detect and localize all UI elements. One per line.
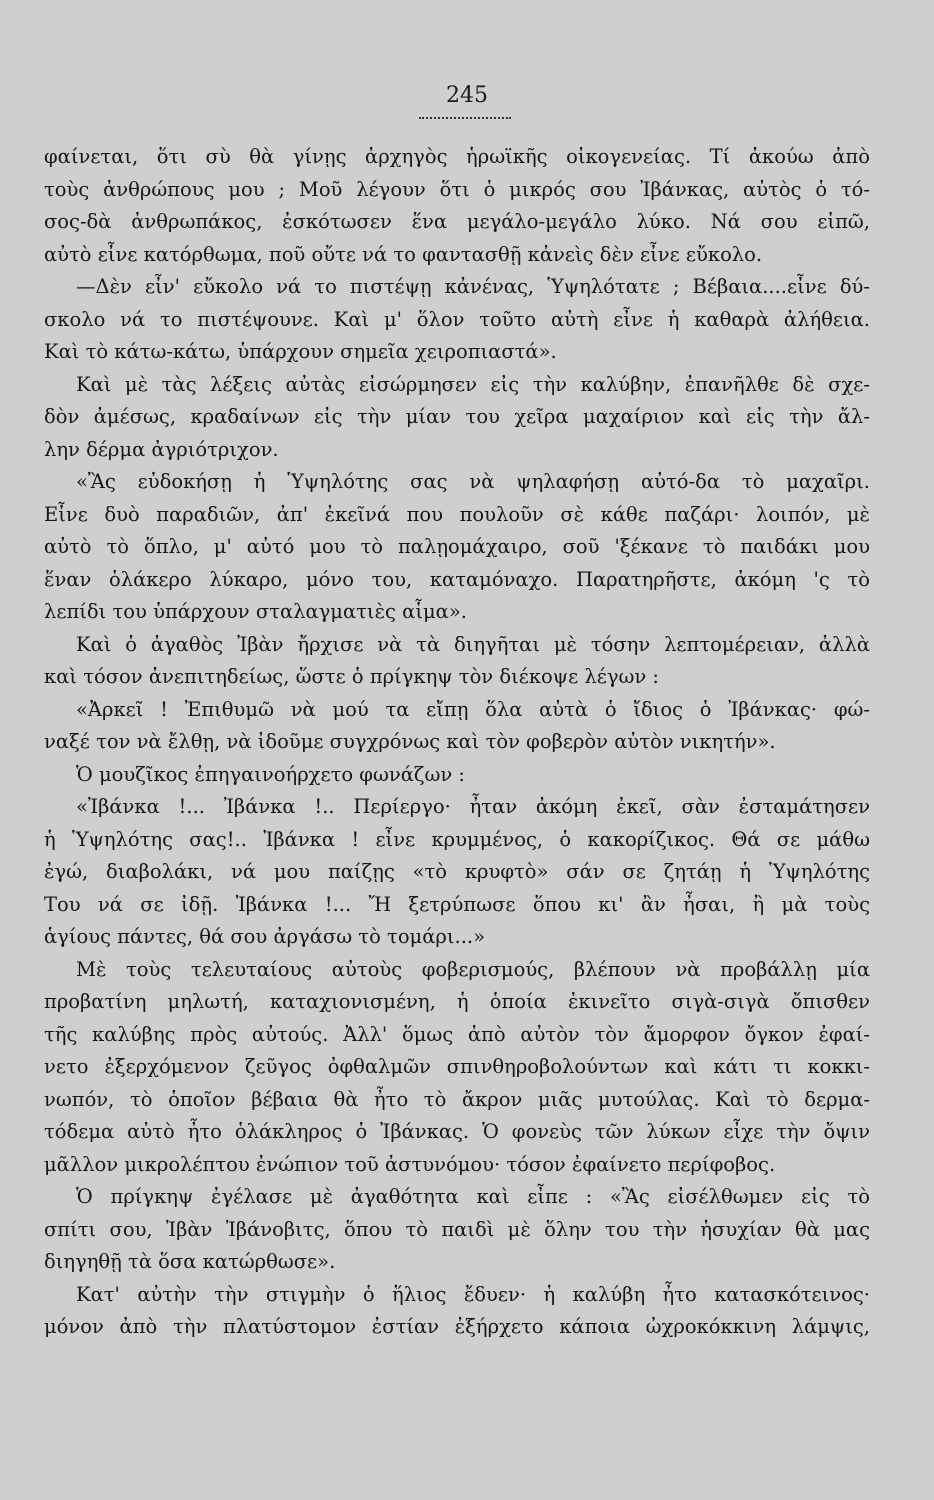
text-line: ναξέ τον νὰ ἔλθῃ, νὰ ἰδοῦμε συγχρόνως καὶ τὸν φοβερὸν αὐτὸν νικητήν». xyxy=(44,730,776,753)
page-number: 245 xyxy=(446,83,488,108)
text-line: σος-δὰ ἀνθρωπάκος, ἐσκότωσεν ἕνα μεγάλο-μεγάλο λύκο. Νά σου εἰπῶ, xyxy=(44,210,870,233)
text-line: φαίνεται, ὅτι σὺ θὰ γίνῃς ἀρχηγὸς ἡρωϊκῆς οἰκογενείας. Τί ἀκούω ἀπὸ xyxy=(44,145,870,168)
text-line: τῆς καλύβης πρὸς αὐτούς. Ἀλλ' ὅμως ἀπὸ αὐτὸν τὸν ἄμορφον ὄγκον ἐφαί- xyxy=(44,1022,870,1046)
text-line: ἐγώ, διαβολάκι, νά μου παίζῃς «τὸ κρυφτὸ» σάν σε ζητάῃ ἡ Ὑψηλότης xyxy=(44,860,870,883)
text-line: καὶ τόσον ἀνεπιτηδείως, ὥστε ὁ πρίγκηψ τὸν διέκοψε λέγων : xyxy=(44,665,660,688)
text-line: Ὁ πρίγκηψ ἐγέλασε μὲ ἀγαθότητα καὶ εἶπε : «Ἂς εἰσέλθωμεν εἰς τὸ xyxy=(76,1185,870,1208)
text-line: Καὶ μὲ τὰς λέξεις αὐτὰς εἰσώρμησεν εἰς τὴν καλύβην, ἐπανῆλθε δὲ σχε- xyxy=(76,372,870,396)
text-line: Ὁ μουζῖκος ἐπηγαινοήρχετο φωνάζων : xyxy=(76,762,465,786)
text-line: αὐτὸ τὸ ὅπλο, μ' αὐτό μου τὸ παλῃομάχαιρο, σοῦ 'ξέκανε τὸ παιδάκι μου xyxy=(44,535,870,558)
text-line: «Ἰβάνκα !... Ἰβάνκα !.. Περίεργο· ἦταν ἀκόμη ἐκεῖ, σὰν ἐσταμάτησεν xyxy=(76,795,870,818)
text-line: «Ἀρκεῖ ! Ἐπιθυμῶ νὰ μού τα εἴπῃ ὅλα αὐτὰ ὁ ἴδιος ὁ Ἰβάνκας· φώ- xyxy=(76,697,870,721)
text-line: ἕναν ὁλάκερο λύκαρο, μόνο του, καταμόναχο. Παρατηρῆστε, ἀκόμη 'ς τὸ xyxy=(44,567,870,591)
text-line: μᾶλλον μικρολέπτου ἐνώπιον τοῦ ἀστυνόμου· τόσον ἐφαίνετο περίφοβος. xyxy=(44,1152,776,1176)
text-line: Κατ' αὐτὴν τὴν στιγμὴν ὁ ἥλιος ἔδυεν· ἡ καλύβη ἦτο κατασκότεινος· xyxy=(76,1282,870,1306)
body-text xyxy=(44,141,870,1344)
text-line: αὐτὸ εἶνε κατόρθωμα, ποῦ οὔτε νά το φαντασθῇ κἀνεὶς δὲν εἶνε εὔκολο. xyxy=(44,242,763,266)
text-line: νετο ἐξερχόμενον ζεῦγος ὀφθαλμῶν σπινθηροβολούντων καὶ κάτι τι κοκκι- xyxy=(44,1055,870,1078)
text-line: Μὲ τοὺς τελευταίους αὐτοὺς φοβερισμούς, βλέπουν νὰ προβάλλῃ μία xyxy=(76,957,870,981)
text-line: —Δὲν εἶν' εὔκολο νά το πιστέψῃ κἀνένας, Ὑψηλότατε ; Βέβαια....εἶνε δύ- xyxy=(76,275,870,298)
text-line: προβατίνη μηλωτή, καταχιονισμένη, ἡ ὁποία ἐκινεῖτο σιγὰ-σιγὰ ὄπισθεν xyxy=(44,990,870,1013)
text-line: τόδεμα αὐτὸ ἦτο ὁλάκληρος ὁ Ἰβάνκας. Ὁ φονεὺς τῶν λύκων εἶχε τὴν ὄψιν xyxy=(44,1120,870,1143)
text-line: νωπόν, τὸ ὁποῖον βέβαια θὰ ἦτο τὸ ἄκρον μιᾶς μυτούλας. Καὶ τὸ δερμα- xyxy=(44,1087,870,1111)
text-line: μόνον ἀπὸ τὴν πλατύστομον ἐστίαν ἐξήρχετο κάποια ὠχροκόκκινη λάμψις, xyxy=(44,1315,870,1338)
text-line: διηγηθῇ τὰ ὅσα κατώρθωσε». xyxy=(44,1250,336,1273)
header-divider xyxy=(419,117,511,119)
text-line: λην δέρμα ἀγριότριχον. xyxy=(44,437,279,461)
text-line: Εἶνε δυὸ παραδιῶν, ἀπ' ἐκεῖνά που πουλοῦν σὲ κάθε παζάρι· λοιπόν, μὲ xyxy=(44,502,870,526)
text-line: τοὺς ἀνθρώπους μου ; Μοῦ λέγουν ὅτι ὁ μικρός σου Ἰβάνκας, αὐτὸς ὁ τό- xyxy=(44,177,870,201)
text-line: ἡ Ὑψηλότης σας!.. Ἰβάνκα ! εἶνε κρυμμένος, ὁ κακορίζικος. Θά σε μάθω xyxy=(44,827,870,851)
text-line: λεπίδι του ὑπάρχουν σταλαγματιὲς αἷμα». xyxy=(44,600,467,623)
text-line: δὸν ἀμέσως, κραδαίνων εἰς τὴν μίαν του χεῖρα μαχαίριον καὶ εἰς τὴν ἄλ- xyxy=(44,405,870,428)
text-line: Καὶ ὁ ἀγαθὸς Ἰβὰν ἤρχισε νὰ τὰ διηγῆται μὲ τόσην λεπτομέρειαν, ἀλλὰ xyxy=(76,632,870,656)
text-line: «Ἂς εὐδοκήσῃ ἡ Ὑψηλότης σας νὰ ψηλαφήσῃ αὐτό-δα τὸ μαχαῖρι. xyxy=(76,470,870,493)
text-line: ἁγίους πάντες, θά σου ἀργάσω τὸ τομάρι...» xyxy=(44,925,486,948)
text-line: Του νά σε ἰδῇ. Ἰβάνκα !... Ἤ ξετρύπωσε ὅπου κι' ἂν ἦσαι, ἢ μὰ τοὺς xyxy=(44,892,870,916)
text-line: Καὶ τὸ κάτω-κάτω, ὑπάρχουν σημεῖα χειροπιαστά». xyxy=(44,340,557,363)
text-line: σκολο νά το πιστέψουνε. Καὶ μ' ὅλον τοῦτο αὐτὴ εἶνε ἡ καθαρὰ ἀλήθεια. xyxy=(44,307,870,331)
text-line: σπίτι σου, Ἰβὰν Ἰβάνοβιτς, ὅπου τὸ παιδὶ μὲ ὅλην του τὴν ἡσυχίαν θὰ μας xyxy=(44,1217,870,1241)
